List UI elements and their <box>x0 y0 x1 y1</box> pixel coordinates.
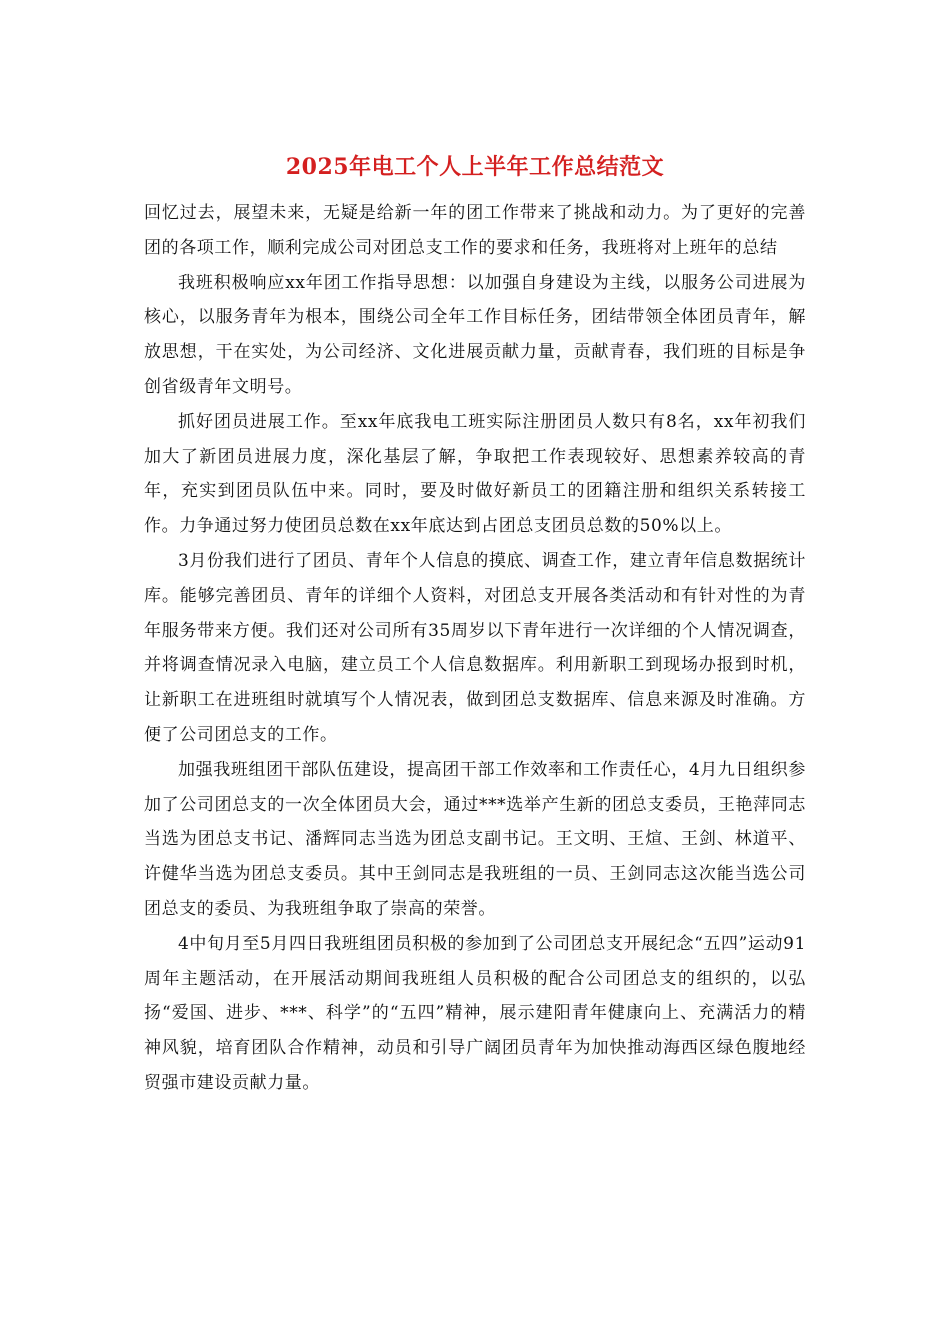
paragraph-guiding-thought: 我班积极响应xx年团工作指导思想：以加强自身建设为主线，以服务公司进展为核心，以服务青年为根本，围绕公司全年工作目标任务，团结带领全体团员青年，解放思想，干在实处，为公司经济、文化进展贡献力量，贡献青春，我们班的目标是争创省级青年文明号。 <box>144 272 806 397</box>
paragraph-information-survey: 3月份我们进行了团员、青年个人信息的摸底、调查工作，建立青年信息数据统计库。能够完善团员、青年的详细个人资料，对团总支开展各类活动和有针对性的为青年服务带来方便。我们还对公司所有35周岁以下青年进行一次详细的个人情况调查，并将调查情况录入电脑，建立员工个人信息数据库。利用新职工到现场办报到时机，让新职工在进班组时就填写个人情况表，做到团总支数据库、信息来源及时准确。方便了公司团总支的工作。 <box>144 550 806 745</box>
paragraph-member-development: 抓好团员进展工作。至xx年底我电工班实际注册团员人数只有8名，xx年初我们加大了新团员进展力度，深化基层了解，争取把工作表现较好、思想素养较高的青年，充实到团员队伍中来。同时，要及时做好新员工的团籍注册和组织关系转接工作。力争通过努力使团员总数在xx年底达到占团总支团员总数的50%以上。 <box>144 411 806 537</box>
document-body <box>144 196 806 1101</box>
document-title: 2025年电工个人上半年工作总结范文 <box>285 154 665 180</box>
paragraph-may-fourth-activity: 4中旬月至5月四日我班组团员积极的参加到了公司团总支开展纪念“五四”运动91周年主题活动，在开展活动期间我班组人员积极的配合公司团总支的组织的，以弘扬“爱国、进步、***、科学”的“五四”精神，展示建阳青年健康向上、充满活力的精神风貌，培育团队合作精神，动员和引导广阔团员青年为加快推动海西区绿色腹地经贸强市建设贡献力量。 <box>144 933 806 1093</box>
paragraph-intro: 回忆过去，展望未来，无疑是给新一年的团工作带来了挑战和动力。为了更好的完善团的各项工作，顺利完成公司对团总支工作的要求和任务，我班将对上班年的总结 <box>144 203 806 258</box>
paragraph-cadre-building: 加强我班组团干部队伍建设，提高团干部工作效率和工作责任心，4月九日组织参加了公司团总支的一次全体团员大会，通过***选举产生新的团总支委员，王艳萍同志当选为团总支书记、潘辉同志当选为团总支副书记。王文明、王煊、王剑、林道平、许健华当选为团总支委员。其中王剑同志是我班组的一员、王剑同志这次能当选公司团总支的委员、为我班组争取了崇高的荣誉。 <box>144 759 806 919</box>
